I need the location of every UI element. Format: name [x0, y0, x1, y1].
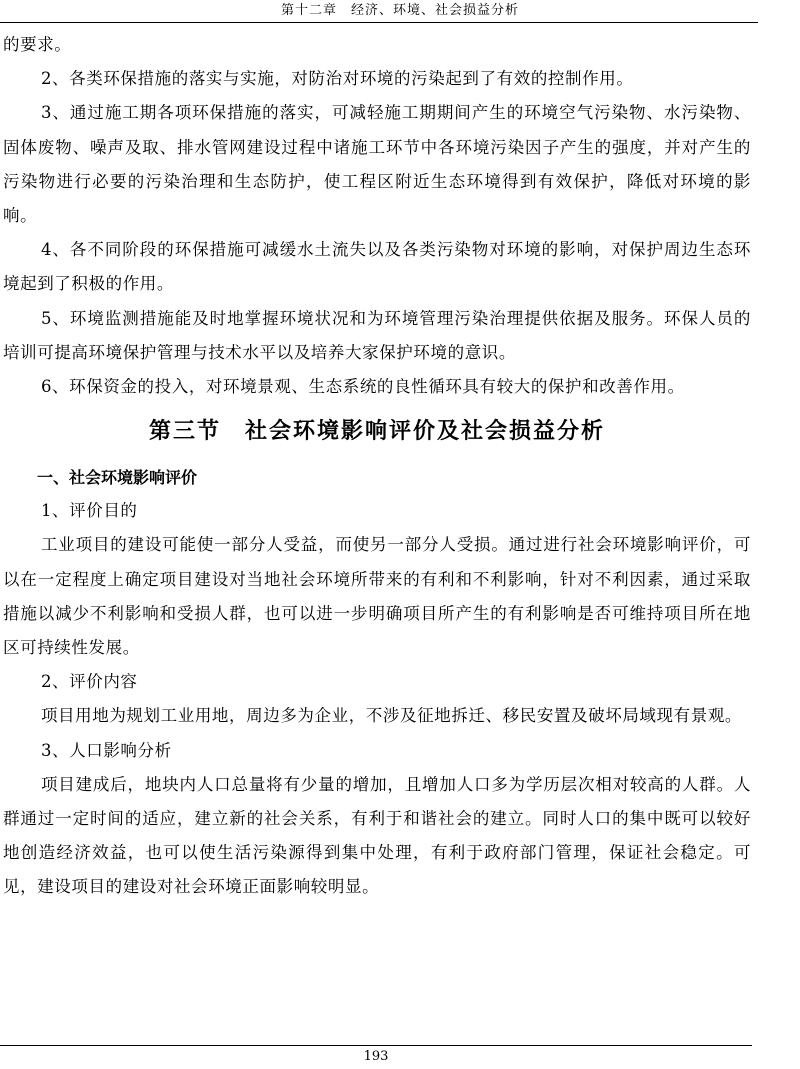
paragraph-item-5: 5、环境监测措施能及时地掌握环境状况和为环境管理污染治理提供依据及服务。环保人员的培训可提高环境保护管理与技术水平以及培养大家保护环境的意识。 — [3, 308, 751, 362]
paragraph-item-6: 6、环保资金的投入，对环境景观、生态系统的良性循环具有较大的保护和改善作用。 — [40, 377, 685, 397]
sub-heading: 一、社会环境影响评价 — [37, 468, 198, 488]
running-header: 第十二章 经济、环境、社会损益分析 — [280, 3, 519, 18]
section-title: 第三节 社会环境影响评价及社会损益分析 — [148, 419, 605, 445]
page-content — [3, 28, 751, 905]
paragraph-continuation: 的要求。 — [3, 35, 72, 54]
paragraph-item-2: 2、各类环保措施的落实与实施，对防治对环境的污染起到了有效的控制作用。 — [40, 69, 634, 89]
item-1-heading: 1、评价目的 — [40, 501, 138, 521]
item-2-heading: 2、评价内容 — [40, 672, 138, 692]
footer-rule — [0, 1045, 752, 1046]
paragraph-item-4: 4、各不同阶段的环保措施可减缓水土流失以及各类污染物对环境的影响，对保护周边生态环境起到了积极的作用。 — [3, 240, 751, 294]
page-number: 193 — [363, 1049, 389, 1064]
paragraph-item-3: 3、通过施工期各项环保措施的落实，可减轻施工期期间产生的环境空气污染物、水污染物、固体废物、噪声及取、排水管网建设过程中诸施工环节中各环境污染因子产生的强度，并对产生的污染物进行必要的污染治理和生态防护，使工程区附近生态环境得到有效保护，降低对环境的影响。 — [3, 103, 751, 226]
item-3-heading: 3、人口影响分析 — [40, 740, 172, 760]
item-2-text: 项目用地为规划工业用地，周边多为企业，不涉及征地拆迁、移民安置及破坏局域现有景观。 — [40, 706, 743, 726]
item-1-text: 工业项目的建设可能使一部分人受益，而使另一部分人受损。通过进行社会环境影响评价，可以在一定程度上确定项目建设对当地社会环境所带来的有利和不利影响，针对不利因素，通过采取措施以减少不利影响和受损人群，也可以进一步明确项目所产生的有利影响是否可维持项目所在地区可持续性发展。 — [3, 535, 751, 658]
item-3-text: 项目建成后，地块内人口总量将有少量的增加，且增加人口多为学历层次相对较高的人群。人群通过一定时间的适应，建立新的社会关系，有利于和谐社会的建立。同时人口的集中既可以较好地创造经济效益，也可以使生活污染源得到集中处理，有利于政府部门管理，保证社会稳定。可见，建设项目的建设对社会环境正面影响较明显。 — [3, 774, 751, 897]
header-rule — [0, 22, 758, 23]
